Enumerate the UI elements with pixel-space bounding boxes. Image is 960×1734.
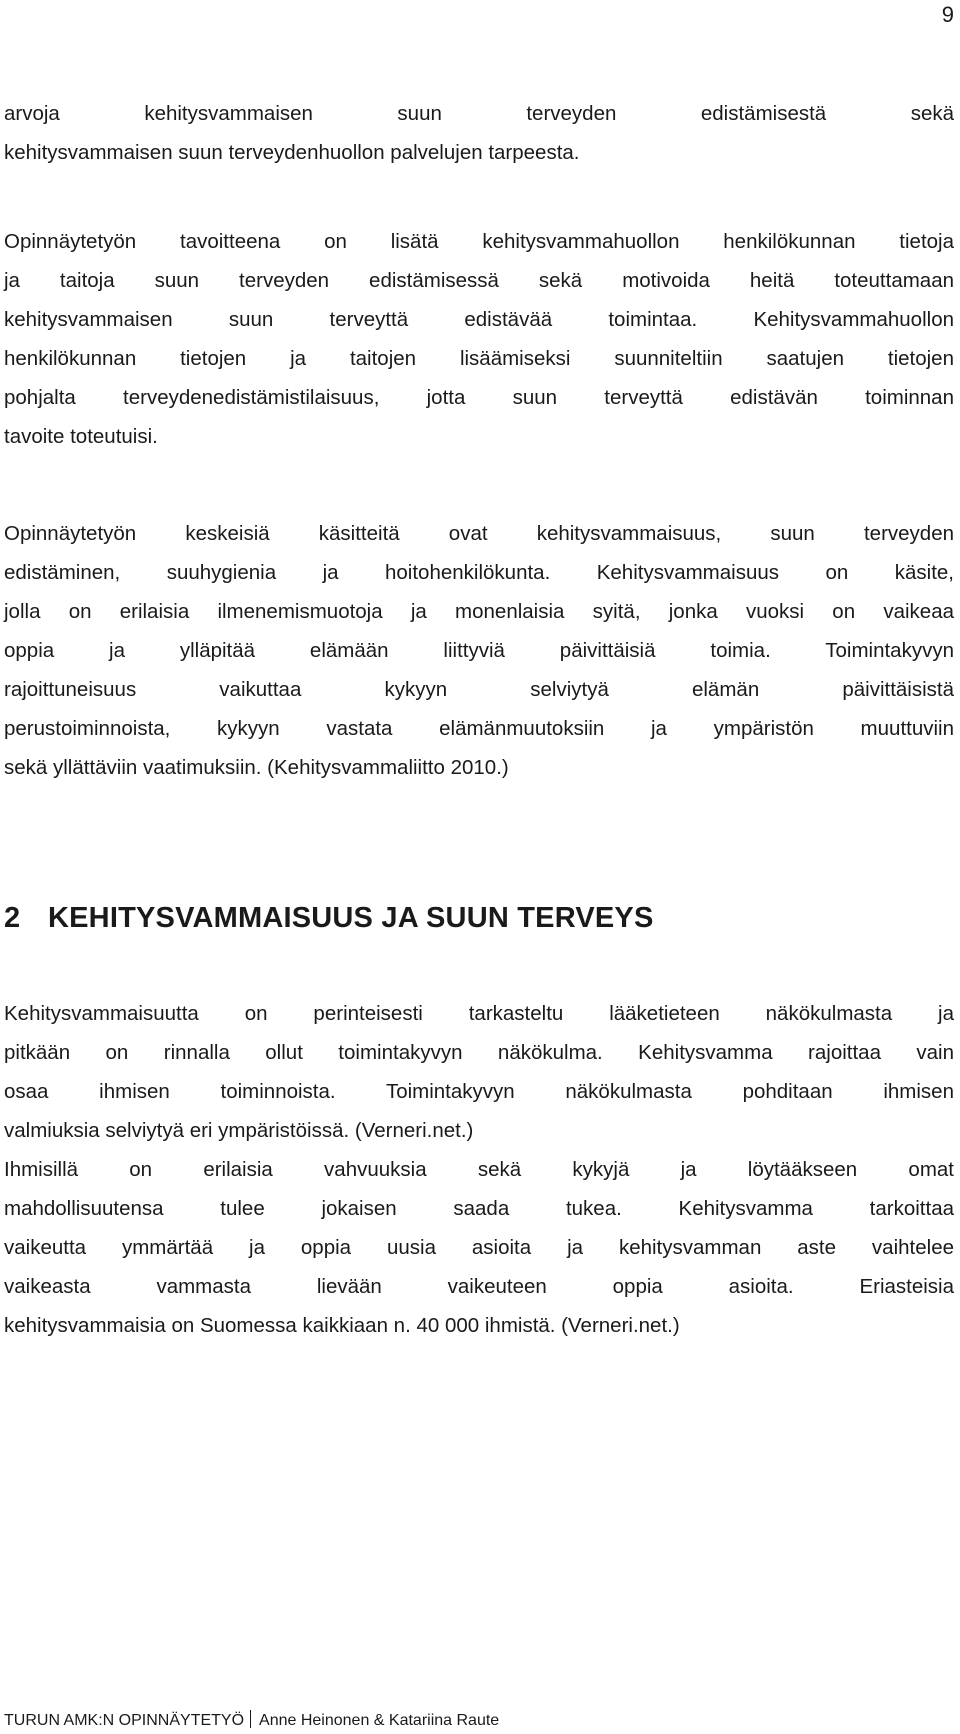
page-number: 9	[941, 2, 954, 27]
text-line: pitkään on rinnalla ollut toimintakyvyn näkökulma. Kehitysvamma rajoittaa vain	[4, 1041, 954, 1064]
paragraph-medical-view	[4, 994, 954, 1150]
text-line: Opinnäytetyön tavoitteena on lisätä kehitysvammahuollon henkilökunnan tietoja	[4, 230, 954, 253]
footer-divider	[250, 1710, 251, 1728]
text-line: perustoiminnoista, kykyyn vastata elämänmuutoksiin ja ympäristön muuttuviin	[4, 717, 954, 740]
text-line: pohjalta terveydenedistämistilaisuus, jotta suun terveyttä edistävän toiminnan	[4, 386, 954, 409]
text-line: arvoja kehitysvammaisen suun terveyden edistämisestä sekä	[4, 102, 954, 125]
text-line: edistäminen, suuhygienia ja hoitohenkilökunta. Kehitysvammaisuus on käsite,	[4, 561, 954, 584]
footer-institution: TURUN AMK:N OPINNÄYTETYÖ	[4, 1712, 245, 1729]
text-line: vaikeutta ymmärtää ja oppia uusia asioita ja kehitysvamman aste vaihtelee	[4, 1236, 954, 1259]
page-footer	[4, 1710, 499, 1732]
text-line: sekä yllättäviin vaatimuksiin. (Kehitysvammaliitto 2010.)	[4, 756, 509, 779]
text-line: vaikeasta vammasta lievään vaikeuteen oppia asioita. Eriasteisia	[4, 1275, 954, 1298]
footer-authors: Anne Heinonen & Katariina Raute	[259, 1712, 500, 1729]
text-line: Opinnäytetyön keskeisiä käsitteitä ovat kehitysvammaisuus, suun terveyden	[4, 522, 954, 545]
text-line: kehitysvammaisen suun terveyttä edistävää toimintaa. Kehitysvammahuollon	[4, 308, 954, 331]
text-line: ja taitoja suun terveyden edistämisessä sekä motivoida heitä toteuttamaan	[4, 269, 954, 292]
text-line: Kehitysvammaisuutta on perinteisesti tarkasteltu lääketieteen näkökulmasta ja	[4, 1002, 954, 1025]
section-title: KEHITYSVAMMAISUUS JA SUUN TERVEYS	[48, 902, 654, 934]
section-number: 2	[4, 902, 21, 934]
text-line: kehitysvammaisen suun terveydenhuollon palvelujen tarpeesta.	[4, 141, 580, 164]
paragraph-strengths	[4, 1150, 954, 1345]
text-line: oppia ja ylläpitää elämään liittyviä päivittäisiä toimia. Toimintakyvyn	[4, 639, 954, 662]
section-heading	[4, 898, 954, 938]
text-line: kehitysvammaisia on Suomessa kaikkiaan n. 40 000 ihmistä. (Verneri.net.)	[4, 1314, 680, 1337]
text-line: rajoittuneisuus vaikuttaa kykyyn selviytyä elämän päivittäisistä	[4, 678, 954, 701]
text-line: osaa ihmisen toiminnoista. Toimintakyvyn näkökulmasta pohditaan ihmisen	[4, 1080, 954, 1103]
paragraph-intro-end	[4, 94, 954, 172]
text-line: valmiuksia selviytyä eri ympäristöissä. (Verneri.net.)	[4, 1119, 474, 1142]
paragraph-key-concepts	[4, 514, 954, 787]
text-line: Ihmisillä on erilaisia vahvuuksia sekä kykyjä ja löytääkseen omat	[4, 1158, 954, 1181]
text-line: henkilökunnan tietojen ja taitojen lisäämiseksi suunniteltiin saatujen tietojen	[4, 347, 954, 370]
text-line: mahdollisuutensa tulee jokaisen saada tukea. Kehitysvamma tarkoittaa	[4, 1197, 954, 1220]
text-line: jolla on erilaisia ilmenemismuotoja ja monenlaisia syitä, jonka vuoksi on vaikeaa	[4, 600, 954, 623]
text-line: tavoite toteutuisi.	[4, 425, 158, 448]
paragraph-objective	[4, 222, 954, 456]
